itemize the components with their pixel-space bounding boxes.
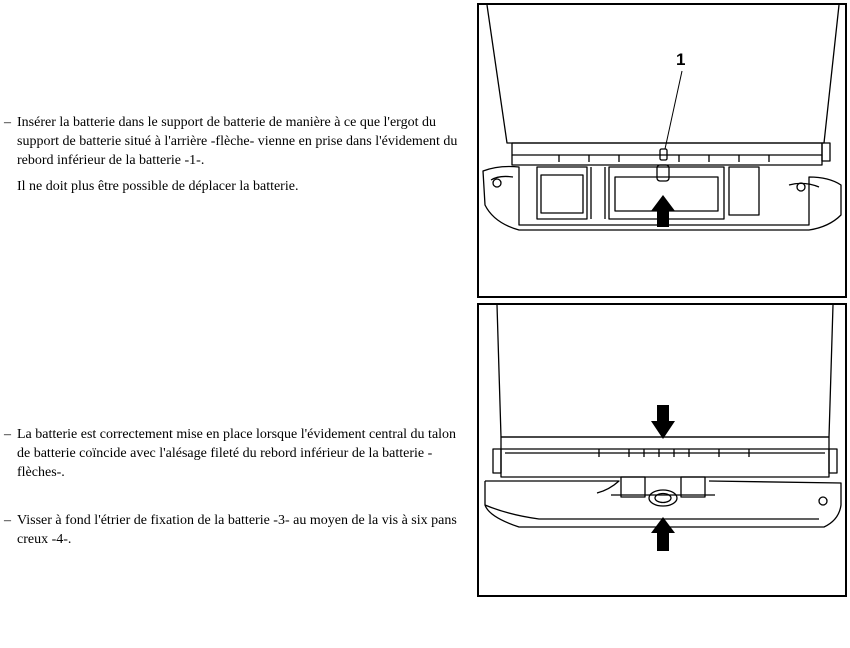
up-arrow-icon	[651, 195, 675, 227]
step-bullet: –	[4, 513, 11, 528]
up-arrow-icon	[651, 517, 675, 551]
battery-alignment-illustration	[479, 305, 845, 595]
figure-battery-alignment	[477, 303, 847, 597]
step-bullet: –	[4, 427, 11, 442]
instruction-note: Il ne doit plus être possible de déplacer la batterie.	[17, 179, 299, 194]
step-text: La batterie est correctement mise en place lorsque l'évidement central du talon de batterie coïncide avec l'alésage fileté du rebord inférieur de la batterie -flèches-.	[17, 427, 457, 480]
callout-label: 1	[676, 50, 686, 69]
figure-battery-insertion	[477, 3, 847, 298]
down-arrow-icon	[651, 405, 675, 439]
step-bullet: –	[4, 115, 11, 130]
step-text: Visser à fond l'étrier de fixation de la batterie -3- au moyen de la vis à six pans creux -4-.	[17, 513, 457, 547]
battery-insertion-illustration	[479, 5, 845, 296]
step-text: Insérer la batterie dans le support de batterie de manière à ce que l'ergot du support de batterie situé à l'arrière -flèche- vienne en prise dans l'évidement du rebord inférieur de la batterie -1-.	[17, 115, 458, 168]
